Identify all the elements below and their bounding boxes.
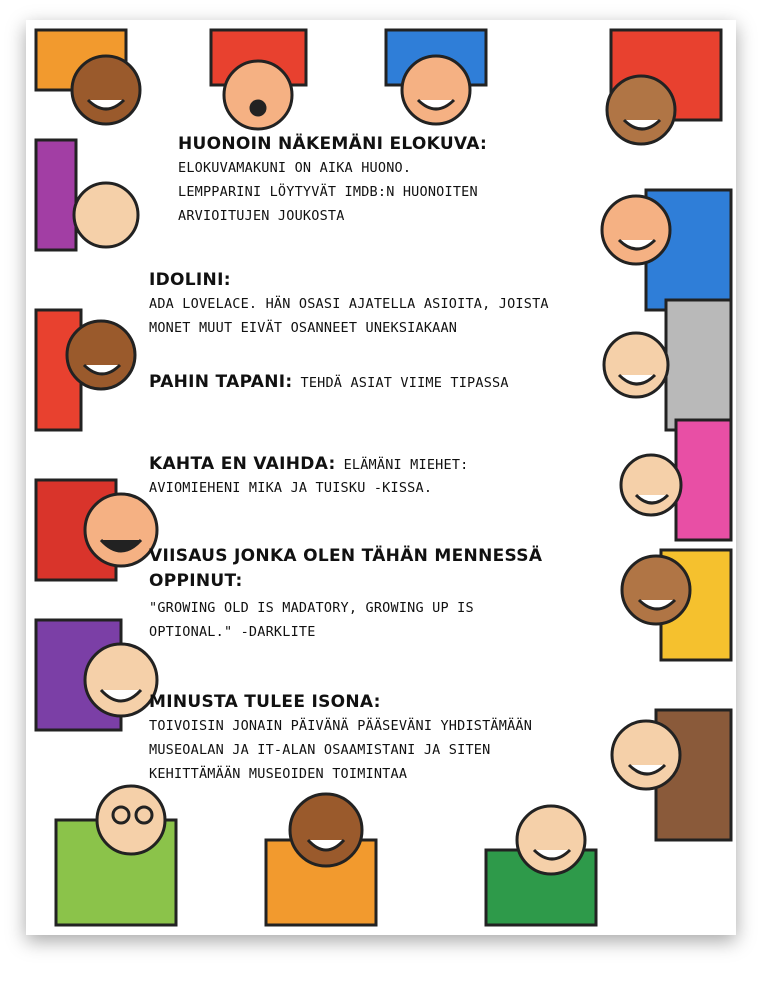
not-trading-text: ELÄMÄNI MIEHET: bbox=[343, 457, 469, 473]
worst-habit-heading: PAHIN TAPANI: bbox=[149, 372, 293, 392]
not-trading-heading: KAHTA EN VAIHDA: bbox=[149, 454, 336, 474]
kid-bottom-1 bbox=[56, 786, 176, 925]
kid-left-2 bbox=[36, 310, 135, 430]
kid-right-1 bbox=[602, 190, 731, 310]
worst-movie-heading: HUONOIN NÄKEMÄNI ELOKUVA: bbox=[178, 134, 488, 154]
kid-left-3 bbox=[36, 480, 157, 580]
kid-top-3 bbox=[386, 30, 486, 124]
cartoon-kids-border bbox=[26, 20, 736, 935]
idol-line-2: MONET MUUT EIVÄT OSANNEET UNEKSIAKAAN bbox=[149, 320, 458, 336]
worst-habit-row bbox=[149, 372, 509, 392]
poster-card bbox=[26, 20, 736, 935]
wisdom-heading-1: VIISAUS JONKA OLEN TÄHÄN MENNESSÄ bbox=[149, 546, 543, 566]
future-line-3: KEHITTÄMÄÄN MUSEOIDEN TOIMINTAA bbox=[149, 766, 408, 782]
kid-top-2 bbox=[211, 30, 306, 129]
wisdom-line-1: "GROWING OLD IS MADATORY, GROWING UP IS bbox=[149, 600, 474, 616]
wisdom-line-2: OPTIONAL." -DARKLITE bbox=[149, 624, 316, 640]
worst-movie-line-3: ARVIOITUJEN JOUKOSTA bbox=[178, 208, 345, 224]
idol-heading: IDOLINI: bbox=[149, 270, 231, 290]
not-trading-row bbox=[149, 454, 468, 474]
kid-left-4 bbox=[36, 620, 157, 730]
kid-right-3 bbox=[621, 420, 731, 540]
kid-left-1 bbox=[36, 140, 138, 250]
kid-bottom-3 bbox=[486, 806, 596, 925]
idol-line-1: ADA LOVELACE. HÄN OSASI AJATELLA ASIOITA, JOISTA bbox=[149, 296, 549, 312]
not-trading-line-1: AVIOMIEHENI MIKA JA TUISKU -KISSA. bbox=[149, 480, 433, 496]
worst-movie-line-2: LEMPPARINI LÖYTYVÄT IMDB:N HUONOITEN bbox=[178, 184, 478, 200]
future-line-2: MUSEOALAN JA IT-ALAN OSAAMISTANI JA SITEN bbox=[149, 742, 491, 758]
kid-right-5 bbox=[612, 710, 731, 840]
kid-bottom-2 bbox=[266, 794, 376, 925]
future-heading: MINUSTA TULEE ISONA: bbox=[149, 692, 381, 712]
worst-movie-line-1: ELOKUVAMAKUNI ON AIKA HUONO. bbox=[178, 160, 412, 176]
kid-top-4 bbox=[607, 30, 721, 144]
kid-right-4 bbox=[622, 550, 731, 660]
worst-habit-text: TEHDÄ ASIAT VIIME TIPASSA bbox=[300, 375, 509, 391]
wisdom-heading-2: OPPINUT: bbox=[149, 571, 243, 591]
future-line-1: TOIVOISIN JONAIN PÄIVÄNÄ PÄÄSEVÄNI YHDISTÄMÄÄN bbox=[149, 718, 533, 734]
kid-top-1 bbox=[36, 30, 140, 124]
kid-right-2 bbox=[604, 300, 731, 430]
